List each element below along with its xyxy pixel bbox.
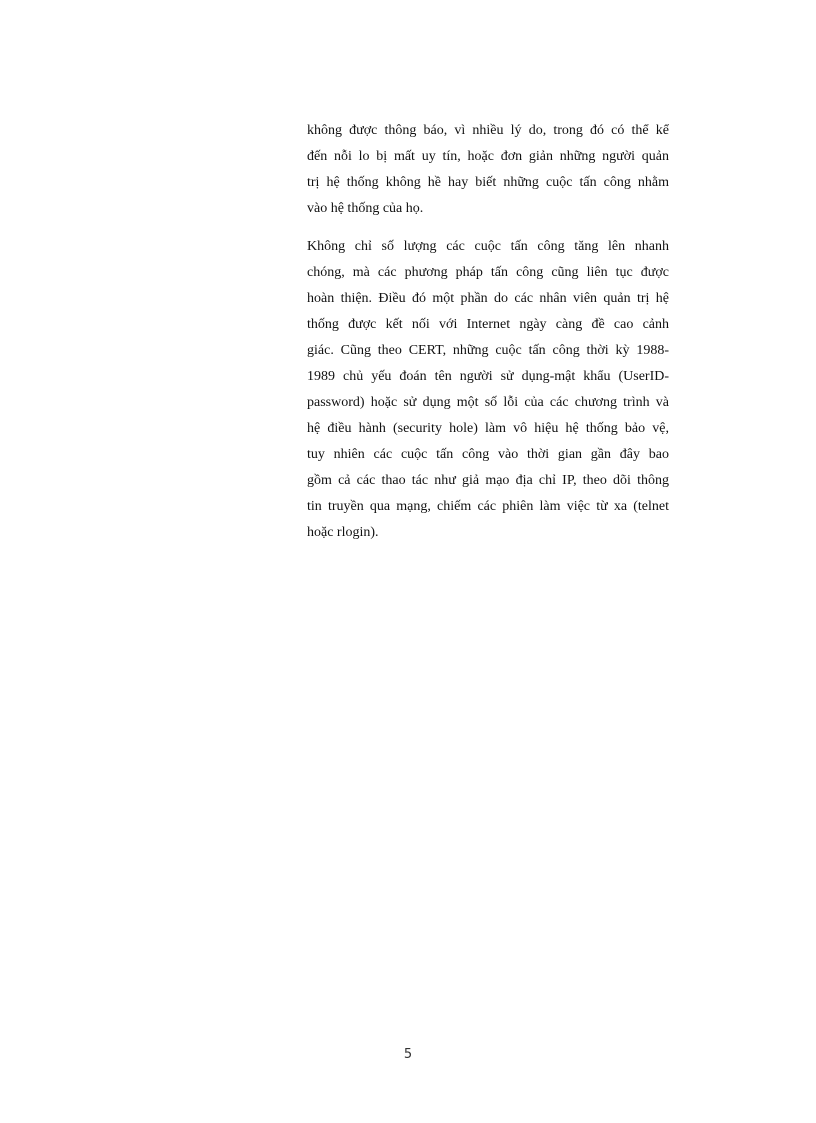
text-line: hoặc rlogin). (307, 525, 379, 540)
text-line: hoàn thiện. Điều đó một phần do các nhân viên quản trị hệ (307, 291, 669, 306)
text-line: trị hệ thống không hề hay biết những cuộc tấn công nhằm (307, 175, 669, 190)
text-line: tuy nhiên các cuộc tấn công vào thời gian gần đây bao (307, 447, 669, 462)
text-line: giác. Cũng theo CERT, những cuộc tấn công thời kỳ 1988- (307, 343, 669, 358)
text-line: 1989 chủ yếu đoán tên người sử dụng-mật khẩu (UserID- (307, 369, 669, 384)
text-line: password) hoặc sử dụng một số lỗi của các chương trình và (307, 395, 669, 410)
text-line: thống được kết nối với Internet ngày càng đề cao cảnh (307, 317, 669, 332)
text-line: gồm cả các thao tác như giả mạo địa chỉ IP, theo dõi thông (307, 473, 669, 488)
text-line: chóng, mà các phương pháp tấn công cũng liên tục được (307, 265, 669, 280)
text-line: đến nỗi lo bị mất uy tín, hoặc đơn giản những người quản (307, 149, 669, 164)
text-line: vào hệ thống của họ. (307, 201, 424, 216)
paragraph-1 (307, 118, 669, 222)
text-line: Không chỉ số lượng các cuộc tấn công tăng lên nhanh (307, 239, 669, 254)
text-line: không được thông báo, vì nhiều lý do, trong đó có thể kể (307, 123, 669, 138)
body-text (307, 118, 669, 546)
paragraph-2 (307, 234, 669, 546)
text-line: tin truyền qua mạng, chiếm các phiên làm việc từ xa (telnet (307, 499, 669, 514)
text-line: hệ điều hành (security hole) làm vô hiệu hệ thống bảo vệ, (307, 421, 669, 436)
page-number: 5 (403, 1047, 413, 1062)
